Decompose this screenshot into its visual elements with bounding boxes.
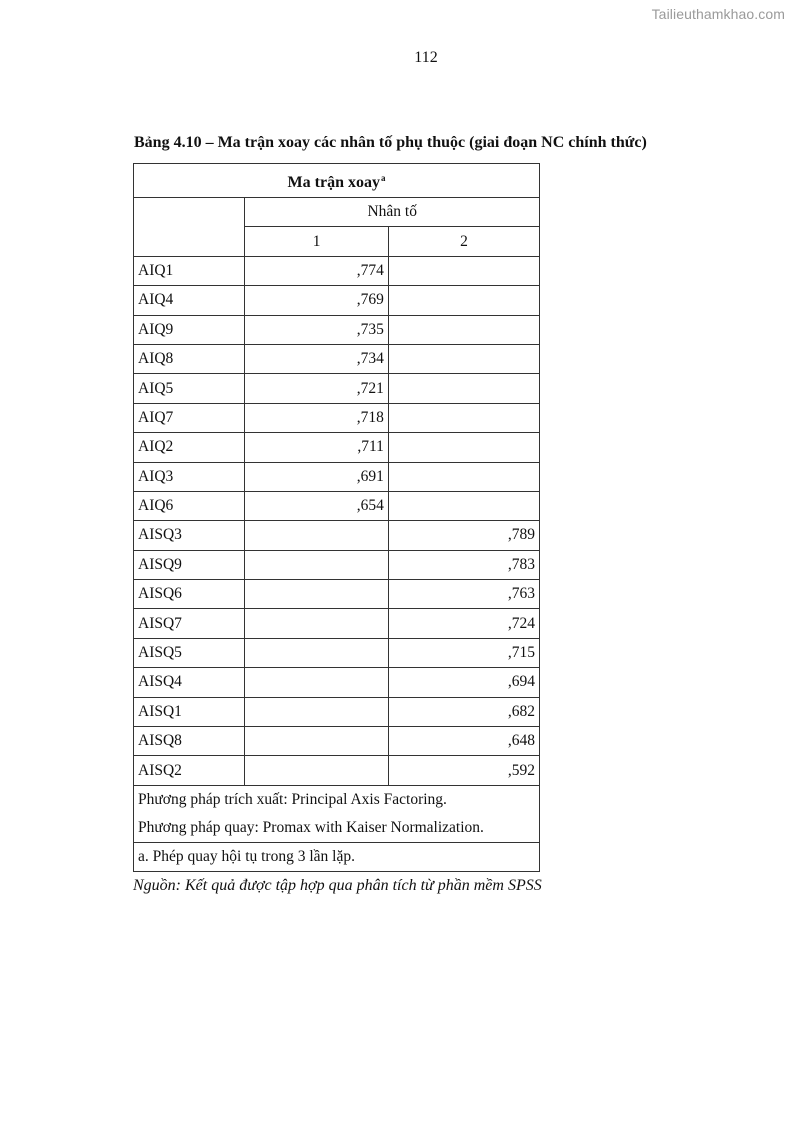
row-label: AISQ2 (134, 756, 245, 785)
row-label: AIQ7 (134, 403, 245, 432)
factor-1-loading (245, 609, 389, 638)
row-label: AISQ1 (134, 697, 245, 726)
factor-1-loading (245, 756, 389, 785)
factor-2-header: 2 (388, 227, 539, 256)
factor-1-loading (245, 727, 389, 756)
table-row (134, 344, 540, 373)
row-label: AIQ9 (134, 315, 245, 344)
table-row (134, 286, 540, 315)
table-row (134, 668, 540, 697)
row-label: AIQ5 (134, 374, 245, 403)
methods-note (134, 785, 540, 842)
table-row (134, 697, 540, 726)
factor-2-loading (388, 315, 539, 344)
factor-2-loading (388, 344, 539, 373)
factor-header-row (134, 198, 540, 227)
page-number: 112 (414, 49, 438, 66)
factor-1-loading (245, 550, 389, 579)
table-body (134, 256, 540, 785)
factor-2-loading: ,715 (388, 638, 539, 667)
table-title-row (134, 164, 540, 198)
row-label: AIQ6 (134, 491, 245, 520)
factor-2-loading (388, 403, 539, 432)
row-label: AIQ2 (134, 433, 245, 462)
table-row (134, 433, 540, 462)
factor-1-loading (245, 580, 389, 609)
factor-2-loading (388, 462, 539, 491)
factor-1-header: 1 (245, 227, 389, 256)
factor-2-loading: ,763 (388, 580, 539, 609)
factor-1-loading (245, 521, 389, 550)
factor-1-loading: ,711 (245, 433, 389, 462)
factor-1-loading: ,734 (245, 344, 389, 373)
row-label: AISQ8 (134, 727, 245, 756)
extraction-method: Phương pháp trích xuất: Principal Axis Factoring. (138, 790, 447, 808)
row-label: AISQ7 (134, 609, 245, 638)
factor-1-loading: ,769 (245, 286, 389, 315)
table-row (134, 580, 540, 609)
factor-1-loading: ,654 (245, 491, 389, 520)
factor-2-loading (388, 286, 539, 315)
row-label: AIQ4 (134, 286, 245, 315)
row-label: AISQ3 (134, 521, 245, 550)
table-row (134, 315, 540, 344)
table-row (134, 727, 540, 756)
table-row (134, 403, 540, 432)
row-label: AISQ4 (134, 668, 245, 697)
factor-2-loading (388, 256, 539, 285)
row-label: AIQ8 (134, 344, 245, 373)
factor-2-loading: ,724 (388, 609, 539, 638)
rotated-matrix-table (133, 163, 540, 872)
factor-header: Nhân tố (245, 198, 540, 227)
table-row (134, 374, 540, 403)
watermark-text: Tailieuthamkhao.com (651, 6, 785, 22)
table-row (134, 521, 540, 550)
row-label: AISQ9 (134, 550, 245, 579)
factor-1-loading: ,721 (245, 374, 389, 403)
row-label: AISQ6 (134, 580, 245, 609)
factor-1-loading: ,735 (245, 315, 389, 344)
factor-2-loading (388, 433, 539, 462)
factor-2-loading (388, 374, 539, 403)
table-row (134, 256, 540, 285)
table-row (134, 550, 540, 579)
rotation-method: Phương pháp quay: Promax with Kaiser Normalization. (138, 818, 484, 836)
factor-1-loading: ,774 (245, 256, 389, 285)
methods-row (134, 785, 540, 842)
table-footnote: a. Phép quay hội tụ trong 3 lần lặp. (134, 842, 540, 871)
factor-2-loading: ,682 (388, 697, 539, 726)
factor-1-loading: ,691 (245, 462, 389, 491)
table-row (134, 756, 540, 785)
row-label: AIQ3 (134, 462, 245, 491)
factor-2-loading: ,694 (388, 668, 539, 697)
factor-1-loading (245, 697, 389, 726)
row-label: AIQ1 (134, 256, 245, 285)
table-row (134, 609, 540, 638)
factor-2-loading: ,789 (388, 521, 539, 550)
footnote-row (134, 842, 540, 871)
factor-2-loading (388, 491, 539, 520)
table-title-footnote-mark: a (380, 173, 386, 183)
table-row (134, 462, 540, 491)
factor-1-loading (245, 668, 389, 697)
table-row (134, 491, 540, 520)
factor-2-loading: ,592 (388, 756, 539, 785)
table-title (134, 164, 540, 198)
corner-cell (134, 198, 245, 257)
factor-2-loading: ,648 (388, 727, 539, 756)
factor-1-loading: ,718 (245, 403, 389, 432)
table-title-text: Ma trận xoay (287, 174, 380, 191)
row-label: AISQ5 (134, 638, 245, 667)
factor-2-loading: ,783 (388, 550, 539, 579)
factor-1-loading (245, 638, 389, 667)
source-note: Nguồn: Kết quả được tập hợp qua phân tích từ phần mềm SPSS (133, 877, 542, 894)
table-caption: Bảng 4.10 – Ma trận xoay các nhân tố phụ thuộc (giai đoạn NC chính thức) (134, 134, 647, 151)
table-row (134, 638, 540, 667)
